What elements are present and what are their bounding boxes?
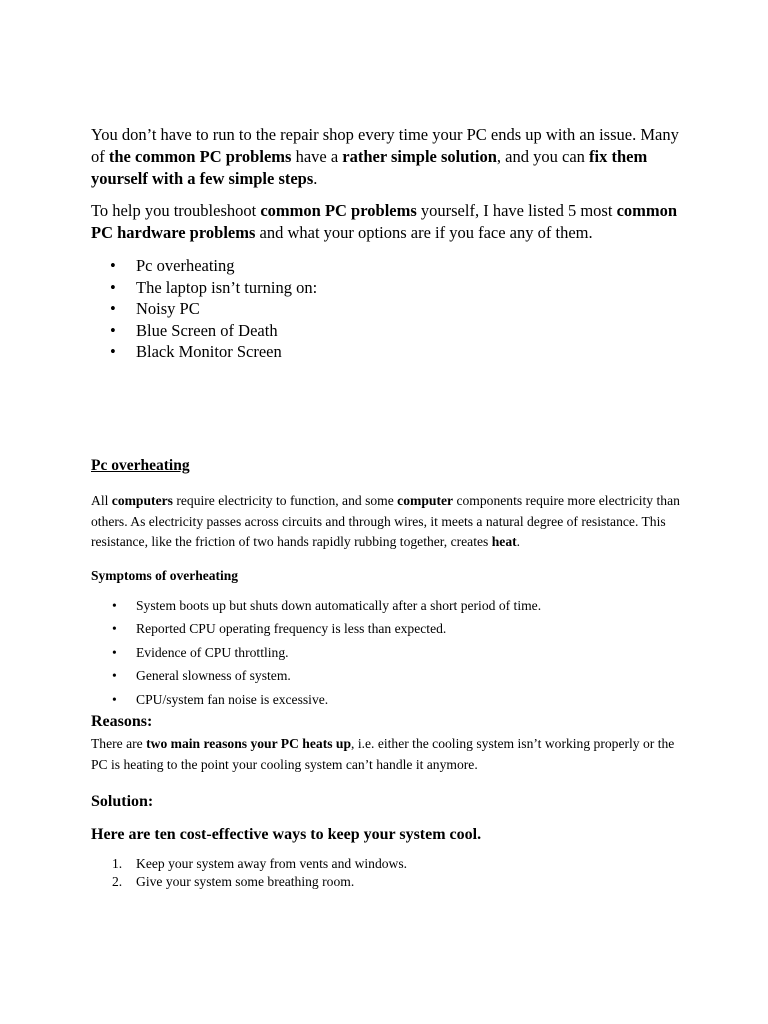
intro-p1-bold: the common PC problems xyxy=(108,147,292,166)
problem-label: Noisy PC xyxy=(136,299,200,318)
symptom-label: Evidence of CPU throttling. xyxy=(136,644,289,660)
problem-label: Pc overheating xyxy=(136,256,235,275)
symptoms-heading: Symptoms of overheating xyxy=(91,567,238,583)
intro-paragraph-1 xyxy=(91,124,691,190)
intro-p2-bold: common PC problems xyxy=(260,201,417,220)
ways-list xyxy=(91,855,691,891)
intro-p2-run: and what your options are if you face any of them. xyxy=(255,223,593,242)
bullet-icon: • xyxy=(112,644,117,660)
symptom-label: Reported CPU operating frequency is less than expected. xyxy=(136,621,447,637)
symptom-label: CPU/system fan noise is excessive. xyxy=(136,691,329,707)
intro-block xyxy=(91,124,691,363)
para-bold: two main reasons your PC heats up xyxy=(146,736,352,752)
list-item xyxy=(112,855,691,873)
problems-list xyxy=(91,255,691,363)
overheating-section xyxy=(91,455,691,891)
para-run: . xyxy=(516,534,521,549)
ten-ways-heading: Here are ten cost-effective ways to keep your system cool. xyxy=(91,826,482,844)
symptom-label: System boots up but shuts down automatically after a short period of time. xyxy=(136,597,542,613)
para-bold: heat xyxy=(491,534,517,549)
solution-heading: Solution: xyxy=(91,793,154,811)
list-item xyxy=(112,617,691,641)
bullet-icon: • xyxy=(110,320,116,340)
section-heading: Pc overheating xyxy=(91,457,190,474)
intro-p1-run: . xyxy=(313,169,318,188)
way-label: Give your system some breathing room. xyxy=(136,874,355,890)
para-run: There are xyxy=(91,736,147,752)
list-item xyxy=(110,298,691,320)
bullet-icon: • xyxy=(112,668,117,684)
list-item xyxy=(112,873,691,891)
para-run: require electricity to function, and some xyxy=(172,493,398,508)
bullet-icon: • xyxy=(110,342,116,361)
list-item xyxy=(110,255,691,277)
para-bold: computer xyxy=(397,493,454,508)
bullet-icon: • xyxy=(110,299,116,318)
problem-label: Blue Screen of Death xyxy=(136,320,278,340)
para-run: All xyxy=(91,493,112,508)
bullet-icon: • xyxy=(110,277,116,297)
bullet-icon: • xyxy=(110,256,116,275)
list-item xyxy=(112,594,691,618)
reasons-paragraph xyxy=(91,734,691,775)
intro-p1-run: have a xyxy=(291,147,343,166)
list-item xyxy=(112,688,691,712)
intro-p2-bold: common PC hardware problems xyxy=(91,201,678,242)
list-item xyxy=(110,341,691,363)
intro-p1-run: , and you can xyxy=(496,147,590,166)
list-item xyxy=(110,320,691,342)
para-run: components require more electricity than others. As electricity passes across circuits and through wires, it meets a natural degree of resistance. This resistance, like the friction of two hands rapidly rubbing together, creates xyxy=(91,493,680,549)
symptom-label: General slowness of system. xyxy=(136,668,291,684)
list-item xyxy=(112,641,691,665)
reasons-heading: Reasons: xyxy=(91,713,153,731)
list-number: 1. xyxy=(112,856,123,872)
bullet-icon: • xyxy=(112,621,117,637)
problem-label: Black Monitor Screen xyxy=(136,342,282,361)
intro-p1-bold: rather simple solution xyxy=(342,147,497,166)
intro-p1-bold: fix them yourself with a few simple steps xyxy=(91,147,648,188)
intro-p2-run: yourself, I have listed 5 most xyxy=(416,201,617,220)
problem-label: The laptop isn’t turning on: xyxy=(136,277,318,297)
para-bold: computers xyxy=(111,493,173,508)
intro-p2-run: To help you troubleshoot xyxy=(91,201,261,220)
overheating-paragraph xyxy=(91,491,691,553)
bullet-icon: • xyxy=(112,597,117,613)
symptoms-list xyxy=(91,594,691,712)
list-item xyxy=(112,664,691,688)
list-item xyxy=(110,277,691,299)
intro-paragraph-2 xyxy=(91,200,691,244)
para-run: , i.e. either the cooling system isn’t working properly or the PC is heating to the point your cooling system can’t handle it anymore. xyxy=(91,736,675,772)
intro-p1-run: You don’t have to run to the repair shop every time your PC ends up with an issue. Many of xyxy=(91,125,679,166)
list-number: 2. xyxy=(112,874,123,890)
way-label: Keep your system away from vents and windows. xyxy=(136,856,408,872)
bullet-icon: • xyxy=(112,691,117,707)
